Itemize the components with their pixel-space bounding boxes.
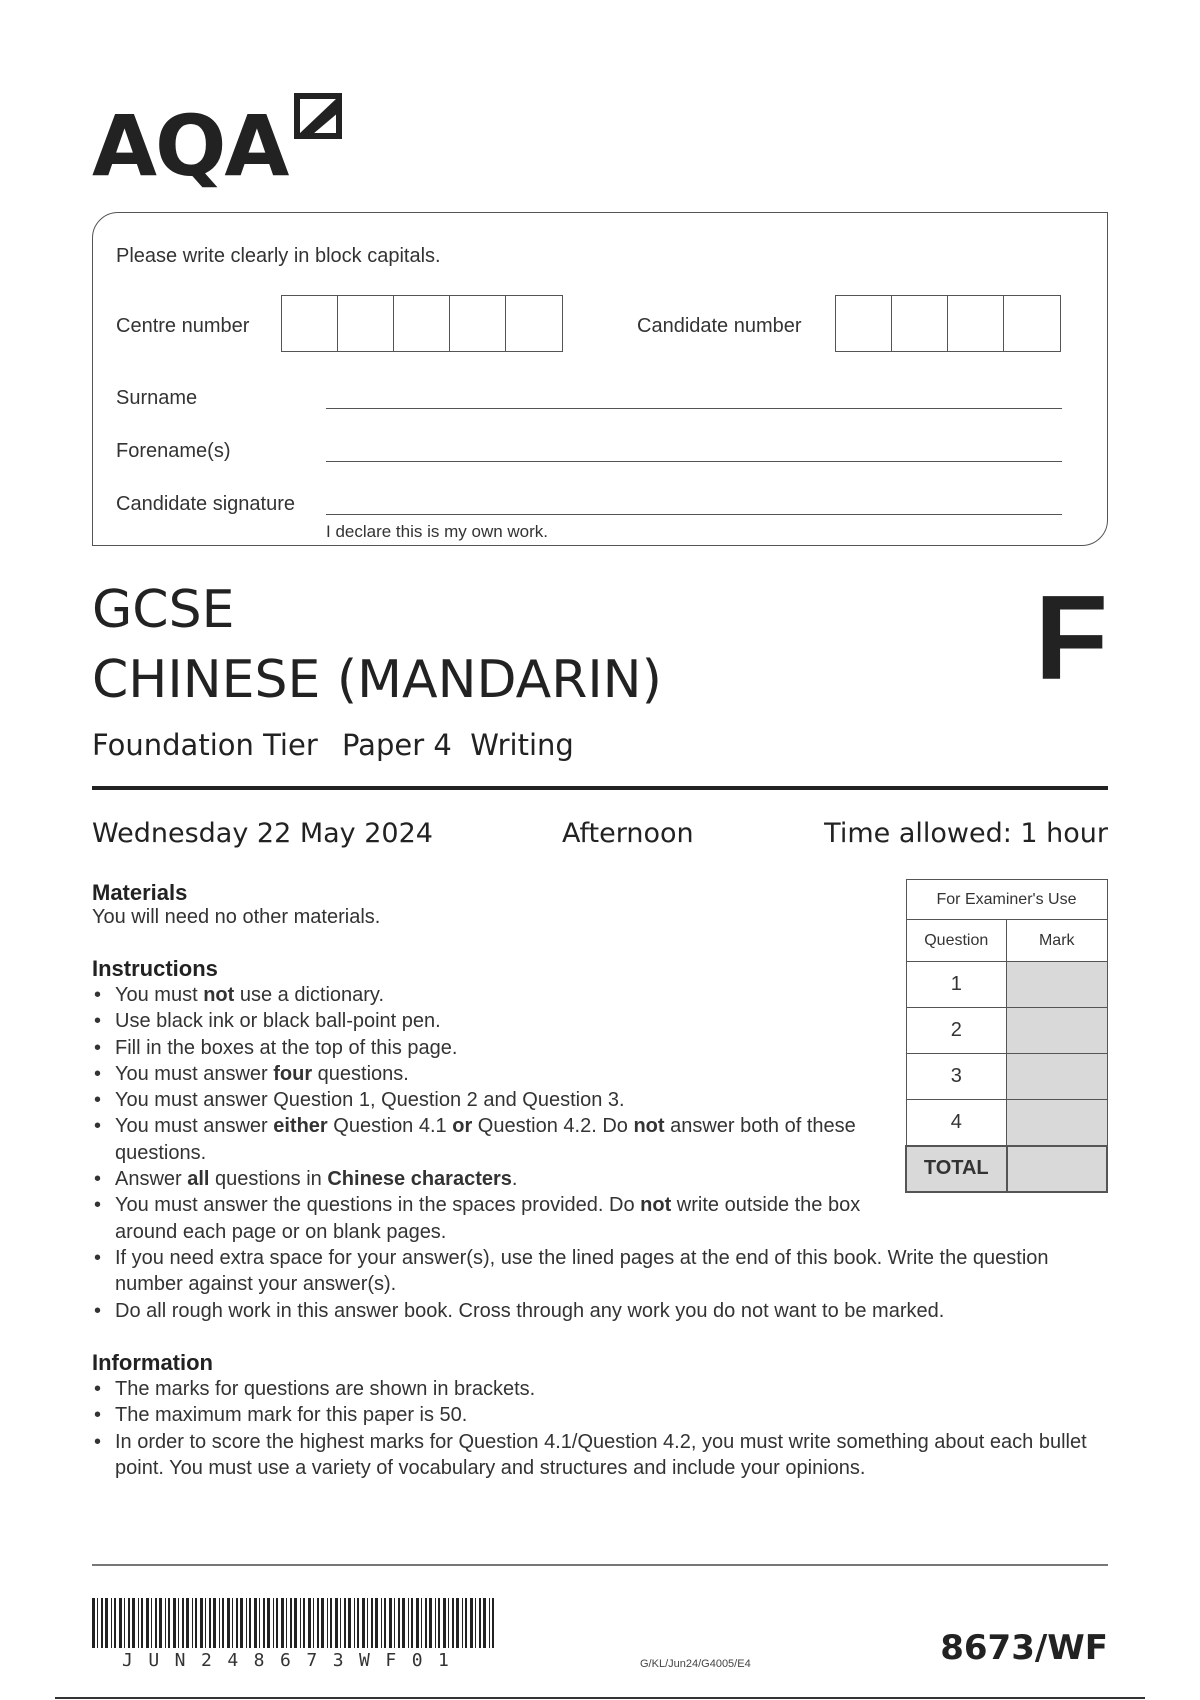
barcode-bar <box>394 1598 395 1648</box>
barcode-bar <box>195 1598 197 1648</box>
barcode-bar <box>128 1598 130 1648</box>
instruction-item <box>92 1035 915 1061</box>
information-item: • The marks for questions are shown in brackets. <box>92 1376 1092 1402</box>
surname-label: Surname <box>116 387 198 409</box>
exam-date: Wednesday 22 May 2024 <box>92 818 433 849</box>
barcode-text: JUN248673WF01 <box>122 1650 465 1671</box>
total-mark-cell <box>1007 1146 1108 1192</box>
logo-text: AQA <box>92 97 288 195</box>
barcode-bar <box>313 1598 314 1648</box>
tier-label: Foundation Tier <box>92 728 318 762</box>
barcode-bar <box>416 1598 419 1648</box>
barcode-bar <box>303 1598 305 1648</box>
centre-number-label: Centre number <box>116 315 250 337</box>
barcode-bar <box>114 1598 116 1648</box>
centre-number-digit[interactable] <box>282 296 338 351</box>
instruction-text: questions in <box>209 1168 328 1191</box>
instruction-item <box>92 1008 915 1034</box>
instruction-emphasis: not <box>203 984 235 1006</box>
instruction-text: You must answer <box>115 1115 274 1138</box>
barcode-bar <box>132 1598 135 1648</box>
barcode-bar <box>489 1598 490 1648</box>
page-bottom-rule <box>55 1697 1145 1699</box>
instruction-emphasis: not <box>633 1115 665 1138</box>
instruction-text: write outside the box around each page or on blank pages. <box>115 1194 861 1243</box>
candidate-number-label: Candidate number <box>637 315 802 337</box>
instruction-emphasis: all <box>187 1168 210 1191</box>
instruction-text: You must <box>115 984 204 1006</box>
barcode-bar <box>475 1598 476 1648</box>
barcode-bar <box>97 1598 98 1648</box>
barcode-bar <box>182 1598 184 1648</box>
instruction-item <box>92 1192 915 1245</box>
barcode-bar <box>294 1598 297 1648</box>
question-number: 4 <box>906 1100 1007 1146</box>
barcode-bar <box>236 1598 238 1648</box>
declaration-text: I declare this is my own work. <box>326 522 549 541</box>
total-label: TOTAL <box>906 1146 1007 1192</box>
barcode-bar <box>462 1598 463 1648</box>
barcode-bar <box>263 1598 265 1648</box>
qualification-title: GCSE <box>92 580 235 640</box>
centre-number-digit[interactable] <box>394 296 450 351</box>
barcode-bar <box>465 1598 467 1648</box>
barcode-bar <box>321 1598 324 1648</box>
aqa-logo-mark-icon <box>293 92 343 144</box>
barcode-bar <box>240 1598 243 1648</box>
instruction-emphasis: or <box>452 1115 473 1138</box>
instruction-text: You must answer Question 1, Question 2 and Question 3. <box>115 1089 625 1112</box>
barcode-bar <box>205 1598 206 1648</box>
subject-title: CHINESE (MANDARIN) <box>92 650 662 710</box>
candidate-number-boxes[interactable] <box>835 295 1061 352</box>
time-allowed: Time allowed: 1 hour <box>824 818 1108 849</box>
tier-letter: F <box>1034 571 1108 705</box>
question-column-header: Question <box>906 920 1007 962</box>
barcode-bar <box>178 1598 179 1648</box>
barcode-bar <box>141 1598 143 1648</box>
centre-number-digit[interactable] <box>338 296 394 351</box>
instruction-text: You must answer <box>115 1062 274 1085</box>
barcode-bar <box>398 1598 400 1648</box>
information-heading: Information <box>92 1350 213 1375</box>
examiner-use-table <box>905 879 1108 1193</box>
barcode-bar <box>375 1598 378 1648</box>
centre-number-boxes[interactable] <box>281 295 563 352</box>
barcode-bar <box>408 1598 409 1648</box>
barcode-bar <box>259 1598 260 1648</box>
barcode-bar <box>348 1598 351 1648</box>
barcode-bar <box>340 1598 341 1648</box>
aqa-logo <box>92 88 343 195</box>
instruction-text: Do all rough work in this answer book. Cross through any work you do not want to be marked. <box>115 1299 945 1322</box>
exam-session: Afternoon <box>562 818 694 849</box>
instruction-text: Use black ink or black ball-point pen. <box>115 1010 441 1033</box>
barcode-bar <box>354 1598 355 1648</box>
barcode-bar <box>227 1598 230 1648</box>
paper-code: 8673/WF <box>940 1628 1108 1668</box>
barcode-bar <box>186 1598 189 1648</box>
barcode-bar <box>159 1598 162 1648</box>
centre-number-digit[interactable] <box>506 296 562 351</box>
barcode-bar <box>138 1598 139 1648</box>
instruction-emphasis: Chinese characters <box>327 1168 512 1191</box>
barcode-bar <box>384 1598 386 1648</box>
instruction-item <box>92 1061 915 1087</box>
barcode-bar <box>443 1598 446 1648</box>
barcode-bar <box>452 1598 454 1648</box>
barcode-bar <box>335 1598 338 1648</box>
centre-number-digit[interactable] <box>450 296 506 351</box>
barcode-bar <box>124 1598 125 1648</box>
instruction-item <box>92 1298 1092 1324</box>
signature-label: Candidate signature <box>116 493 296 515</box>
instruction-text: use a dictionary. <box>234 984 385 1006</box>
barcode-bar <box>286 1598 287 1648</box>
information-item: • In order to score the highest marks for Question 4.1/Question 4.2, you must write something about each bullet point. You must use a variety of vocabulary and structures and include your opinions. <box>92 1429 1092 1482</box>
barcode-bar <box>111 1598 112 1648</box>
barcode-bar <box>362 1598 365 1648</box>
instruction-item <box>92 982 915 1008</box>
instruction-text: If you need extra space for your answer(s), use the lined pages at the end of this book. Write the question number against your answer(s). <box>115 1246 1049 1296</box>
information-item: • The maximum mark for this paper is 50. <box>92 1402 1092 1428</box>
instruction-item <box>92 1087 915 1113</box>
barcode-bar <box>209 1598 211 1648</box>
paper-label: Paper 4 Writing <box>342 728 574 762</box>
footer-divider <box>92 1564 1108 1566</box>
instruction-item <box>92 1245 1092 1298</box>
barcode-bar <box>249 1598 251 1648</box>
signature-line[interactable] <box>326 514 1062 515</box>
materials-heading: Materials <box>92 880 188 905</box>
barcode-bar <box>222 1598 224 1648</box>
information-list <box>92 1376 1092 1481</box>
question-number: 3 <box>906 1054 1007 1100</box>
barcode-bar <box>330 1598 332 1648</box>
barcode-bar <box>389 1598 392 1648</box>
barcode-bar <box>155 1598 157 1648</box>
barcode-bar <box>438 1598 440 1648</box>
barcode-bar <box>411 1598 413 1648</box>
forenames-label: Forename(s) <box>116 440 231 462</box>
barcode-bar <box>483 1598 486 1648</box>
barcode-icon <box>92 1598 502 1648</box>
barcode-bar <box>254 1598 257 1648</box>
candidate-number-digit[interactable] <box>892 296 948 351</box>
barcode-bar <box>165 1598 166 1648</box>
barcode-bar <box>357 1598 359 1648</box>
instruction-text: . <box>511 1168 518 1191</box>
barcode-bar <box>101 1598 103 1648</box>
barcode-bar <box>151 1598 152 1648</box>
barcode-bar <box>317 1598 319 1648</box>
barcode-bar <box>421 1598 422 1648</box>
barcode-bar <box>381 1598 382 1648</box>
barcode-bar <box>290 1598 292 1648</box>
barcode-bar <box>425 1598 427 1648</box>
header-divider <box>92 786 1108 790</box>
barcode-bar <box>146 1598 149 1648</box>
forenames-line[interactable] <box>326 461 1062 462</box>
barcode-bar <box>219 1598 220 1648</box>
barcode-bar <box>456 1598 459 1648</box>
examiner-table-title: For Examiner's Use <box>906 880 1107 920</box>
instruction-emphasis: four <box>273 1062 313 1085</box>
instruction-item <box>92 1166 915 1192</box>
barcode-bar <box>308 1598 311 1648</box>
mark-cell <box>1007 1008 1108 1054</box>
instruction-item <box>92 1113 915 1166</box>
barcode-bar <box>173 1598 176 1648</box>
question-number: 2 <box>906 1008 1007 1054</box>
instruction-text: You must answer the questions in the spaces provided. Do <box>115 1194 641 1217</box>
block-capitals-instruction: Please write clearly in block capitals. <box>116 245 441 267</box>
materials-text: You will need no other materials. <box>92 906 381 928</box>
instructions-heading: Instructions <box>92 956 218 981</box>
barcode-bar <box>492 1598 494 1648</box>
mark-column-header: Mark <box>1007 920 1108 962</box>
reference-code: G/KL/Jun24/G4005/E4 <box>640 1658 751 1670</box>
barcode-bar <box>367 1598 368 1648</box>
mark-cell <box>1007 962 1108 1008</box>
barcode-bar <box>213 1598 216 1648</box>
candidate-number-digit[interactable] <box>948 296 1004 351</box>
instruction-text: Question 4.1 <box>327 1115 453 1138</box>
surname-line[interactable] <box>326 408 1062 409</box>
barcode-bar <box>435 1598 436 1648</box>
barcode-bar <box>327 1598 328 1648</box>
barcode-bar <box>273 1598 274 1648</box>
barcode-bar <box>470 1598 473 1648</box>
instruction-text: Fill in the boxes at the top of this page. <box>115 1036 458 1059</box>
barcode-bar <box>429 1598 432 1648</box>
barcode-bar <box>479 1598 481 1648</box>
barcode-bar <box>281 1598 284 1648</box>
barcode-bar <box>267 1598 270 1648</box>
barcode-bar <box>192 1598 193 1648</box>
mark-cell <box>1007 1100 1108 1146</box>
instruction-text: questions. <box>312 1062 409 1085</box>
mark-cell <box>1007 1054 1108 1100</box>
barcode-bar <box>92 1598 95 1648</box>
candidate-number-digit[interactable] <box>1004 296 1060 351</box>
instruction-text: answer both of these questions. <box>115 1115 856 1164</box>
barcode-bar <box>232 1598 233 1648</box>
instruction-text: Question 4.2. Do <box>472 1115 634 1138</box>
question-number: 1 <box>906 962 1007 1008</box>
barcode-bar <box>246 1598 247 1648</box>
barcode-bar <box>168 1598 170 1648</box>
barcode-bar <box>105 1598 108 1648</box>
barcode-bar <box>200 1598 203 1648</box>
instruction-emphasis: either <box>273 1115 328 1138</box>
barcode-bar <box>300 1598 301 1648</box>
barcode-bar <box>119 1598 122 1648</box>
barcode-bar <box>371 1598 373 1648</box>
instruction-emphasis: not <box>640 1194 672 1217</box>
candidate-number-digit[interactable] <box>836 296 892 351</box>
instruction-text: Answer <box>115 1168 188 1191</box>
barcode-bar <box>448 1598 449 1648</box>
barcode-bar <box>276 1598 278 1648</box>
barcode-bar <box>402 1598 405 1648</box>
barcode-bar <box>344 1598 346 1648</box>
